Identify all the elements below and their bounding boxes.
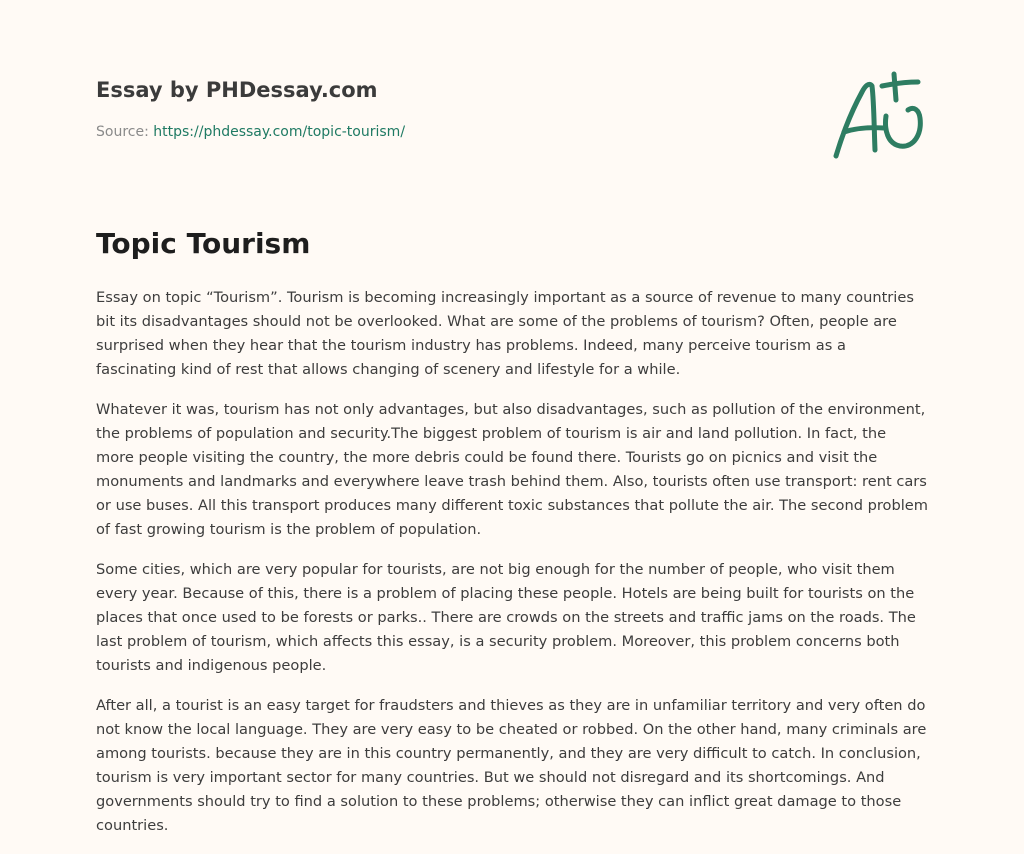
essay-paragraph-2: Whatever it was, tourism has not only advantages, but also disadvantages, such as pollution of the environment, the problems of population and security.The biggest problem of tourism is air and land pollution. In fact, the more people visiting the country, the more debris could be found there. Tourists go on picnics and visit the monuments and landmarks and everywhere leave trash behind them. Also, tourists often use transport: rent cars or use buses. All this transport produces many different toxic substances that pollute the air. The second problem of fast growing tourism is the problem of population. [96,401,928,538]
essay-paragraph-4: After all, a tourist is an easy target for fraudsters and thieves as they are in unfamiliar territory and very often do not know the local language. They are very easy to be cheated or robbed. On the other hand, many criminals are among tourists. because they are in this country permanently, and they are very difficult to catch. In conclusion, tourism is very important sector for many countries. But we should not disregard and its shortcomings. And governments should try to find a solution to these problems; otherwise they can inflict great damage to those countries. [96,697,927,834]
essay-paragraph-1: Essay on topic “Tourism”. Tourism is becoming increasingly important as a source of revenue to many countries bit its disadvantages should not be overlooked. What are some of the problems of tourism? Often, people are surprised when they hear that the tourism industry has problems. Indeed, many perceive tourism as a fascinating kind of rest that allows changing of scenery and lifestyle for a while. [96,289,914,378]
source-label: Source: [96,124,149,140]
essay-content [96,226,928,854]
source-line [96,122,405,142]
essay-title: Topic Tourism [96,227,311,260]
brand-title: Essay by PHDessay.com [96,78,378,102]
essay-paragraph-3: Some cities, which are very popular for tourists, are not big enough for the number of people, who visit them every year. Because of this, there is a problem of placing these people. Hotels are being built for tourists on the places that once used to be forests or parks.. There are crowds on the streets and traffic jams on the roads. The last problem of tourism, which affects this essay, is a security problem. Moreover, this problem concerns both tourists and indigenous people. [96,561,916,674]
a-plus-logo [828,70,928,162]
source-link[interactable]: https://phdessay.com/topic-tourism/ [153,124,406,140]
page-header [96,76,928,176]
